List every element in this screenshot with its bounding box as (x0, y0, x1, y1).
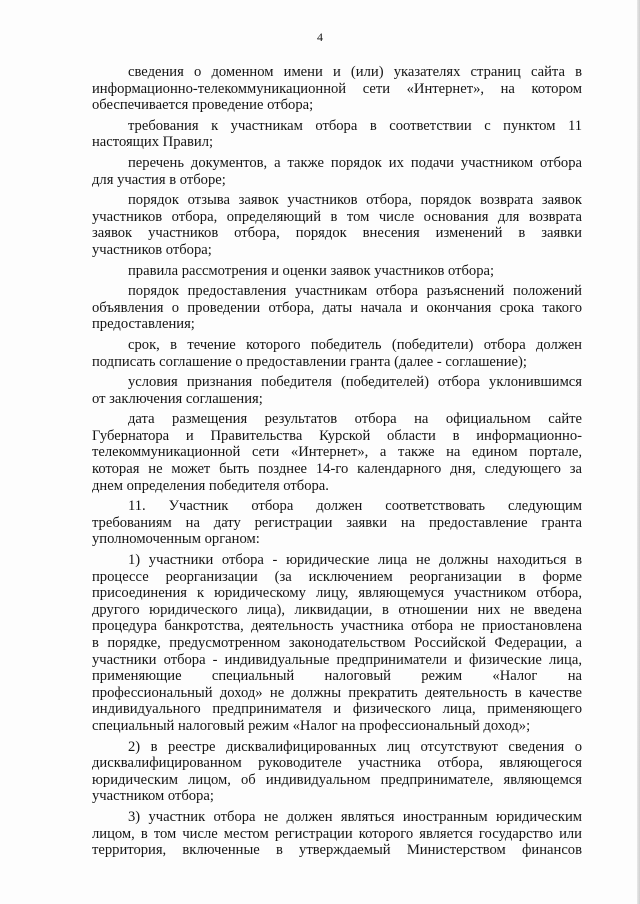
text-line: требования к участникам отбора в соответствии с пунктом 11 (128, 117, 582, 134)
text-line: применяющие специальный налоговый режим «Налог на (92, 668, 582, 685)
text-line: участником отбора; (92, 788, 214, 805)
text-line: Губернатора и Правительства Курской области в информационно- (92, 427, 582, 444)
text-line: участников отбора, определяющий в том числе основания для возврата (92, 208, 582, 225)
text-line: информационно-телекоммуникационной сети «Интернет», на котором (92, 80, 582, 97)
text-line: срок, в течение которого победитель (победители) отбора должен (128, 336, 582, 353)
text-line: 2) в реестре дисквалифицированных лиц отсутствуют сведения о (128, 738, 582, 755)
text-line: порядок отзыва заявок участников отбора, порядок возврата заявок (128, 192, 582, 209)
text-line: заявок участников отбора, порядок внесения изменений в заявки (92, 225, 582, 242)
text-line: которая не может быть позднее 14-го календарного дня, следующего за (92, 461, 582, 478)
text-line: подписать соглашение о предоставлении гранта (далее - соглашение); (92, 353, 527, 370)
text-line: профессиональный доход» не должны прекратить деятельность в качестве (92, 684, 582, 701)
text-line: участников отбора; (92, 241, 212, 258)
text-line: обеспечивается проведение отбора; (92, 97, 314, 114)
text-line: 1) участники отбора - юридические лица не должны находиться в (128, 552, 582, 569)
text-line: уполномоченным органом: (92, 531, 260, 548)
text-line: объявления о проведении отбора, даты начала и окончания срока такого (92, 299, 582, 316)
text-line: порядок предоставления участникам отбора разъяснений положений (128, 283, 582, 300)
text-line: специальный налоговый режим «Налог на профессиональный доход»; (92, 717, 531, 734)
text-line: предоставления; (92, 316, 195, 333)
page-number: 4 (317, 30, 323, 44)
text-line: телекоммуникационной сети «Интернет», а также на едином портале, (92, 444, 582, 461)
text-line: настоящих Правил; (92, 134, 214, 151)
text-line: 3) участник отбора не должен являться иностранным юридическим (128, 808, 582, 825)
text-line: сведения о доменном имени и (или) указателях страниц сайта в (128, 64, 582, 80)
text-line: индивидуального предпринимателя и физического лица, применяющего (92, 701, 582, 718)
text-line: другого юридического лица), ликвидации, в отношении них не введена (92, 601, 582, 618)
text-line: участники отбора - индивидуальные предприниматели и физические лица, (92, 651, 582, 668)
text-line: днем определения победителя отбора. (92, 477, 329, 494)
text-line: от заключения соглашения; (92, 390, 263, 407)
text-line: правила рассмотрения и оценки заявок участников отбора; (128, 262, 495, 279)
text-line: в порядке, предусмотренном законодательством Российской Федерации, а (92, 635, 582, 651)
text-line: процедура банкротства, деятельность участника отбора не приостановлена (92, 618, 582, 635)
text-line: юридическим лицом, об индивидуальном предпринимателе, являющемся (92, 771, 582, 788)
text-line: перечень документов, а также порядок их подачи участником отбора (128, 154, 582, 171)
text-line: условия признания победителя (победителей) отбора уклонившимся (128, 374, 582, 391)
text-line: для участия в отборе; (92, 171, 226, 188)
text-line: лицом, в том числе местом регистрации которого является государство или (92, 825, 582, 842)
text-line: 11. Участник отбора должен соответствовать следующим (128, 498, 582, 515)
text-line: требованиям на дату регистрации заявки на предоставление гранта (92, 514, 582, 531)
text-line: территория, включенные в утверждаемый Министерством финансов (92, 842, 582, 859)
document-body (92, 64, 582, 859)
text-line: дата размещения результатов отбора на официальном сайте (128, 411, 582, 428)
text-line: присоединения к юридическому лицу, являющемуся участником отбора, (92, 585, 582, 602)
text-line: процессе реорганизации (за исключением реорганизации в форме (92, 568, 582, 585)
text-line: дисквалифицированном руководителе участника отбора, являющегося (92, 755, 582, 772)
